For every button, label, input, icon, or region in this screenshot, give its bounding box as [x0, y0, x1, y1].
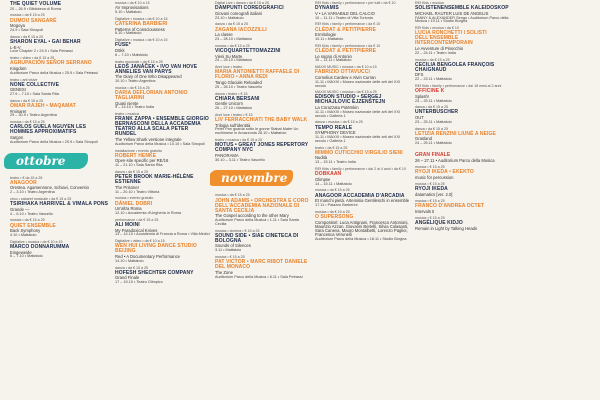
event-title: LETIZIA RENZINI LIUNÉ A NEIGE: [415, 130, 496, 137]
event-category: REf Kids • family • performance • da € 10: [315, 43, 381, 48]
event-date-venue: 23 – 28.10 • Mattatoio: [215, 36, 253, 41]
event-category: musica • da € 15 a 25: [115, 85, 150, 90]
event-title: DYNAMIS: [315, 5, 339, 12]
event-listing: [115, 18, 210, 36]
event-subtitle: Gentle Unicorn: [215, 101, 243, 107]
event-title: EDISON STUDIO • SERGEJ MICHAJLOVIC ĖJZENŠTEJN: [315, 94, 386, 106]
event-category: MAXXI MUSIC • musica • da € 10 a 15: [315, 65, 377, 70]
event-subtitle: Le sogno di Antonio: [315, 53, 352, 59]
event-category: REf Kids • family • performance • dai 18 mesi ai 2 anni: [415, 83, 502, 88]
event-date-venue: 23 – 25.11 • Mattatoio: [415, 98, 452, 103]
event-title: FABRIZIO OTTAVUCCI: [315, 69, 370, 76]
month-label: ottobre: [16, 153, 66, 168]
event-date-venue: 24.9 • Sala Sinopoli: [10, 27, 43, 32]
event-listing: [415, 217, 510, 231]
column-1: [0, 0, 110, 400]
event-title: JOHN ADAMS • ORCHESTRA E CORO DELL'ACCADEMIA NAZIONALE DI SANTA CECILIA: [215, 197, 309, 214]
event-date-venue: 14.10 • Mattatoio: [115, 258, 144, 263]
event-title: TSIRIHAKA HARRIVEL & VIMALA PONS: [10, 201, 109, 208]
event-listing: [315, 168, 410, 186]
event-title: FRANK ZAPPA • ENSEMBLE GIORGIO BERNASCONI DELLA ACCADEMIA TEATRO ALLA SCALA PETER RUNDEL: [115, 116, 209, 138]
event-listing: [215, 114, 310, 136]
event-subtitle: Remain in Light by Talking Heads: [415, 225, 478, 231]
event-listing: [415, 153, 510, 163]
event-category: danza • da € 15 a 25: [215, 22, 249, 27]
event-subtitle: Patterns of Consciousness: [115, 26, 165, 32]
event-date-venue: 6 – 7.10 • Mattatoio: [10, 254, 43, 259]
month-label: novembre: [221, 171, 288, 186]
event-title: MARIA ANTONIETTI RAFFAELE DI FLORIO • ANNA REDI: [215, 69, 300, 81]
event-subtitle: The Zone: [215, 269, 233, 275]
event-date-venue: 10.11 • Mattatoio: [315, 36, 344, 41]
event-subtitle: Grande —: [10, 206, 30, 212]
event-title: DARIA DEFLORIAN ANTONIO TAGLIARINI: [115, 90, 188, 102]
event-subtitle: MICHAEL RAUTER LUIS DE ANGELIS: [415, 10, 489, 16]
event-listing: [415, 59, 510, 82]
event-date-venue: 17 – 19.10 • Teatro Olimpico: [115, 280, 163, 285]
event-subtitle: Nudità: [315, 155, 328, 161]
event-title: UNTERBUSCHER: [415, 109, 459, 116]
event-listing: [10, 177, 110, 195]
event-listing: [215, 230, 310, 253]
event-title: ROBERT HENKE: [115, 152, 157, 159]
event-date-venue: 6 – 7.10 • Mattatoio: [115, 52, 148, 57]
event-listing: [415, 27, 510, 55]
event-listing: [315, 121, 410, 143]
event-date-venue: 9 – 14.10 • Teatro India: [115, 105, 155, 110]
event-title: THE QUIET VOLUME: [10, 1, 62, 7]
event-date-venue: 11.11 • MAXXI • Museo nazionale delle arti del XXI secolo • Galleria 1: [315, 135, 401, 143]
event-subtitle: Eingeweide: [10, 249, 32, 255]
event-listing: [115, 171, 210, 194]
event-listing: [115, 87, 210, 110]
event-listing: [215, 194, 310, 226]
event-title: SHARON EYAL • GAI BEHAR: [10, 38, 81, 45]
event-date-venue: 29 – 30.9 • Teatro Argentina: [10, 113, 57, 118]
event-category: danza • da € 15 a 25: [10, 98, 44, 103]
event-date-venue: 26 – 27.10 • Mattatoio: [215, 106, 253, 111]
event-listing: [115, 240, 210, 263]
event-title: DUMOU SANGARÉ: [10, 17, 57, 24]
event-category: teatro • musica • da € 15 a 25: [215, 138, 263, 143]
event-title: SOLISTENENSEMBLE KALEIDOSKOP: [415, 5, 509, 12]
event-listing: [115, 2, 210, 15]
event-title: CECILIA BENGOLEA FRANÇOIS CHAIGNAUD: [415, 61, 495, 73]
event-category: danza • da € 15 a 25: [415, 126, 449, 131]
event-subtitle: 26 – 27.11 • Auditorium Parco della Musica: [415, 157, 495, 163]
event-category: teatro • € da 15 a 25: [10, 175, 43, 180]
event-title: QUIET ENSEMBLE: [10, 222, 56, 229]
event-listing: [10, 57, 110, 75]
event-date-venue: 22 – 24.11 • Teatro India: [415, 50, 456, 55]
event-title: LIV FERRACCHIATI THE BABY WALK: [215, 117, 308, 124]
event-listing: [415, 106, 510, 124]
event-subtitle: music for percussion: [415, 174, 454, 180]
event-title: ANGÉLIQUE KIDJO: [415, 219, 463, 226]
event-subtitle: Cornelius Cardew e Alvin Curran: [315, 74, 376, 80]
event-listing: [10, 219, 110, 237]
event-date-venue: 23 – 25.11 • Mattatoio: [415, 119, 452, 124]
event-listing: [315, 45, 410, 63]
event-category: musica • da € 15 a 25: [215, 193, 250, 198]
event-listing: [315, 189, 410, 207]
event-subtitle: Quasi niente: [115, 100, 139, 106]
event-category: REf Kids • family • performance • dai 2 ai 4 anni • da € 10: [315, 167, 406, 172]
event-category: musica • € 15 a 25: [415, 215, 445, 220]
event-subtitle: SYMPHONY DEVICE: [315, 130, 356, 136]
event-subtitle: Back Symphony: [10, 228, 41, 234]
event-date-venue: 30.10 – 3.11 • Teatro Vascello: [215, 157, 265, 162]
event-category: REf Kids • family • performance • per tutti • da € 10: [315, 1, 396, 5]
event-listing: [315, 23, 410, 41]
event-title: MIMMO CUTICCHIO VIRGILIO SIENI: [315, 149, 403, 156]
event-listing: [315, 91, 410, 118]
event-category: REf Kids • musica • da € 10: [415, 26, 459, 31]
event-title: VICOQUARTETTOMAZZINI: [215, 47, 281, 54]
event-title: PAT VICTOR • MARC RIBOT DANIELE DEL MONACO: [215, 259, 308, 271]
event-title: ANAGOOR ACCADEMIA D'ARCADIA: [315, 192, 405, 199]
event-listing: [415, 166, 510, 180]
event-title: ALI MOINI: [115, 221, 140, 228]
event-subtitle: Intervals II: [415, 208, 435, 214]
event-title: RYOJI IKEDA • EKEKTO: [415, 169, 474, 176]
event-listing: [115, 39, 210, 57]
event-category: danza • da € 15 a 25: [415, 105, 449, 110]
event-title: CLÉDAT & PETITPIERRE: [315, 47, 377, 54]
event-category: REf Kids • family • performance • da € 10: [315, 22, 381, 27]
event-date-venue: 3.11 • Mattatoio: [215, 248, 242, 253]
event-category: musica • da € 10 a 15: [115, 1, 150, 5]
event-title: O SUPERSONG: [315, 213, 354, 220]
event-date-venue: Auditorium Parco della Musica • 18.11 • Studio Borgna: [315, 236, 407, 241]
event-category: danza • musica • da € 15 a 25: [315, 120, 363, 125]
event-date-venue: 6.10 • Mattatoio: [115, 31, 142, 36]
event-title: FUSE*: [115, 42, 131, 49]
event-subtitle: #minaret: [10, 108, 27, 114]
event-title: PETER BROOK MARIE-HÉLÈNE ESTIENNE: [115, 174, 194, 186]
event-category: circo • cabaret musicale • da € 15 a 25: [10, 197, 72, 202]
event-listing: [10, 198, 110, 216]
event-title: FRANCO D'ANDREA OCTET: [415, 203, 485, 209]
event-title: DOBKAAN: [315, 171, 342, 178]
event-subtitle: Grand Finale: [115, 275, 140, 281]
event-subtitle: Orestea. Agamennone, Schiavi, Conversio: [10, 185, 89, 191]
event-listing: [215, 45, 310, 63]
event-date-venue: 20 – 26.9 • Biblioteca di Roma: [10, 6, 61, 11]
event-subtitle: Splash!: [415, 93, 429, 99]
event-listing: [10, 241, 110, 259]
event-listing: [315, 66, 410, 88]
event-category: musica • da € 15 a 25: [215, 43, 250, 48]
event-title: CLÉDAT & PETITPIERRE: [315, 26, 377, 33]
event-category: danza • da € 15 a 25: [115, 265, 149, 270]
event-subtitle: AV Improvisations: [115, 5, 149, 11]
event-title: CHIARA BERSANI: [215, 95, 260, 102]
event-category: danza • teatro • € 15: [215, 91, 248, 96]
event-subtitle: Giovani coreografi italiani: [215, 10, 263, 16]
event-category: teatro musicale • da € 15 a 25: [115, 59, 163, 64]
event-title: AGRUPACIÓN SEÑOR SERRANO: [10, 60, 92, 67]
event-title: SOUND SIDE • SIAE CINETECA DI BOLOGNA: [215, 232, 299, 244]
event-title: HOFESH SHECHTER COMPANY: [115, 269, 194, 276]
event-subtitle: Red • A Documentary Performance: [115, 253, 181, 259]
event-subtitle: Sounds of Silences: [215, 243, 251, 249]
event-category: musica • da € 15 a 25: [315, 209, 350, 214]
event-category: MAXXI MUSIC • musica • da € 15 a 25: [315, 90, 377, 95]
event-listing: [415, 2, 510, 24]
event-subtitle: Kingdom: [10, 65, 27, 71]
month-header-ottobre: [4, 151, 92, 171]
event-title: OFFICINE K: [415, 88, 445, 95]
event-category: musica • da € 15 a 25: [415, 57, 450, 62]
event-subtitle: La classe: [215, 32, 233, 38]
event-subtitle: L-E-V: [10, 44, 21, 50]
event-listing: [215, 139, 310, 162]
event-category: teatro • video • da € 15 a 25: [10, 56, 55, 61]
event-subtitle: Mogoya: [10, 23, 25, 29]
event-title: CARLOS GUELA NGUYEN LES HOMMES APPROXIMATIFS: [10, 124, 87, 136]
event-category: teatro • musica: [115, 112, 139, 117]
event-category: musica • da € 15 a 25: [315, 188, 350, 193]
event-subtitle: The Yellow Shark versione integrale: [115, 137, 182, 143]
event-date-venue: Love Chapter 2 • 24.9 • Sala Petrassi: [10, 49, 73, 54]
event-subtitle: V • LA VARIABILE DEL CALCIO: [315, 10, 375, 16]
event-category: Digitalive • musica • da € 10 a 15: [115, 16, 168, 21]
event-listing: [115, 267, 210, 285]
event-listing: [10, 121, 110, 144]
event-subtitle: Trilogia sull'identità: [215, 122, 251, 128]
event-title: ZAGANA IACOZZILLI: [215, 26, 267, 33]
event-listing: [415, 200, 510, 214]
event-listing: [115, 219, 210, 237]
event-listing: [115, 113, 210, 146]
event-listing: [215, 2, 310, 20]
event-date-venue: 5.10 • Mattatoio: [115, 9, 142, 14]
event-listing: [315, 147, 410, 165]
event-category: danza • da € 15 a 20: [10, 34, 44, 39]
event-subtitle: Open-site specific per RE/18: [115, 158, 169, 164]
event-subtitle: Grasland: [415, 136, 432, 142]
event-category: installazione • evento gratuito: [115, 148, 162, 153]
event-subtitle: Le Avventure di Pinocchio: [415, 45, 464, 51]
event-subtitle: My Paradoxical Knives: [115, 227, 158, 233]
event-subtitle: DFS: [415, 72, 424, 78]
event-subtitle: Dökk: [115, 47, 125, 53]
event-listing: [10, 100, 110, 118]
event-category: danza • da € 15 a 25: [115, 170, 149, 175]
event-date-venue: 13 – 14.10 • Accademia di Francia a Roma • Villa Medici: [115, 232, 210, 237]
event-subtitle: The Diary of One Who Disappeared: [115, 74, 182, 80]
event-title: MARCO DONNARUMMA: [10, 243, 70, 250]
event-date-venue: 11 – 21.10 • Sala Santa Rita: [115, 163, 163, 168]
event-date-venue: Auditorium Parco della Musica • 25.9 • Sala Petrassi: [10, 70, 98, 75]
event-title: TEMPO REALE: [315, 124, 353, 131]
event-category: Digitalive • video • da € 10 a 15: [115, 239, 165, 244]
event-title: WEN HUI LIVING DANCE STUDIO BEIJING: [115, 243, 197, 255]
event-subtitle: Vieni Su Marte: [215, 53, 243, 59]
event-date-venue: 14 – 15.11 • Mattatoio: [315, 181, 352, 186]
event-subtitle: GENESI: [10, 87, 26, 93]
event-category: musica • cinema • € 15 a 25: [215, 228, 260, 233]
event-title: DAMPUNTI COREOGRAFICI: [215, 5, 284, 12]
event-category: REf Kids • musica: [415, 1, 444, 5]
event-category: musica • da € 15 a 25: [10, 218, 45, 223]
event-subtitle: Saïgon: [10, 135, 24, 141]
event-date-venue: 27.9 – 7.10 • Sala Santa Rita: [10, 92, 59, 97]
column-4: [310, 0, 410, 400]
event-subtitle: Un'altra Roma: [115, 206, 142, 212]
event-title: MOTUS • GREAT JONES REPERTORY COMPANY NYC: [215, 142, 309, 154]
event-title: OMAR RAJEH • MAQAMAT: [10, 103, 76, 110]
event-date-venue: 24 – 25.10 • Mattatoio: [215, 58, 253, 63]
event-category: Digitalive • musica • da € 10 a 15: [115, 38, 168, 43]
column-5: [410, 0, 510, 400]
event-category: musica • € 15 a 25: [415, 198, 445, 203]
event-date-venue: Auditorium Parco della Musica • 6.11 • Sala Petrassi: [215, 274, 303, 279]
event-listing: [215, 93, 310, 111]
event-date-venue: 11.11 • MAXXI • Museo nazionale delle arti del XXI secolo • Galleria 1: [315, 109, 401, 118]
event-date-venue: 11 – 20.10 • Teatro Vittoria: [115, 189, 160, 194]
event-listing: [215, 23, 310, 41]
event-subtitle: Tango Glaciale Reloaded: [215, 79, 262, 85]
event-date-venue: 25 – 28.10 • Teatro Vascello: [215, 84, 262, 89]
event-category: performance • da € 15 a 25: [115, 217, 159, 222]
event-title: NONE COLLECTIVE: [10, 81, 60, 88]
event-date-venue: Peter Pan guarda sotto le gonne Stabat Mater Un eschimese in Amazzonia 28.10 • Mattatoio: [215, 127, 299, 136]
event-category: musica • € 15 a 25: [215, 254, 245, 259]
event-subtitle: Ermitologie: [315, 32, 336, 38]
event-date-venue: 12.10 • Accademia d'Ungheria in Roma: [115, 210, 182, 215]
event-listing: [215, 66, 310, 89]
month-header-novembre: [210, 168, 297, 188]
event-date-venue: Auditorium Parco della Musica • 10.10 • Sala Sinopoli: [115, 141, 205, 146]
event-listing: [10, 36, 110, 54]
event-category: Anni luce • teatro: [215, 65, 243, 70]
event-listing: [415, 128, 510, 146]
event-date-venue: Auditorium Parco della Musica • 29.9 • Sala Sinopoli: [10, 139, 98, 144]
column-3: [210, 0, 310, 400]
event-listing: [10, 2, 110, 11]
event-date-venue: 22 – 23.11 • Mattatoio: [415, 77, 452, 82]
event-listing: [115, 61, 210, 84]
event-listing: [315, 211, 410, 242]
event-title: LEOŠ JANÁČEK • IVO VAN HOVE ANNELIES VAN PARYS: [115, 63, 198, 75]
event-date-venue: 11.11 • MAXXI • Museo nazionale delle arti del XXI secolo: [315, 79, 401, 88]
event-subtitle: OUT: [415, 115, 424, 121]
event-listing: [115, 197, 210, 215]
event-date-venue: 23.10 • Mattatoio: [215, 15, 244, 20]
event-listing: [10, 14, 110, 32]
event-date-venue: 13 – 15.11 • Teatro India: [315, 160, 356, 165]
event-category: Anni luce • teatro • € 15: [215, 112, 253, 117]
event-category: Digitalive • musica • da € 10 a 15: [10, 239, 63, 244]
event-listing: [215, 256, 310, 279]
event-subtitle: Compositori: Luca Antignani, Francesco Antonioni, Maurizio Azzan, Giovanni Bertelli, Silvia Colasanti, Sara Caneva, Mauro Montalbetti, Lorenzo Pagliei, Francesca Verunelli: [315, 219, 409, 238]
event-category: teatro • arti visive: [10, 77, 38, 82]
event-category: musica • € 15 a 25: [415, 164, 445, 169]
event-date-venue: 24 – 25.11 • Mattatoio: [415, 141, 452, 146]
event-title: ANAGOOR: [10, 179, 37, 186]
event-listing: [315, 2, 410, 20]
event-date-venue: 2 – 3.10 • Teatro Argentina: [10, 190, 55, 195]
event-category: teatro • da € 15 a 25: [315, 145, 348, 150]
event-date-venue: 17.11 • Palazzo Barberini: [315, 202, 358, 207]
event-category: musica • da € 15 a 25: [10, 13, 45, 18]
event-title: RYOJI IKEDA: [415, 186, 448, 193]
event-subtitle: Et manchi pietà. Artemisia Gentileschi in ensemble: [315, 198, 410, 204]
event-title: GRAN FINALE: [415, 152, 451, 159]
event-listing: [10, 79, 110, 97]
event-listing: [415, 183, 510, 197]
event-subtitle: Glimpse: [315, 176, 331, 182]
event-subtitle: PANORAMA: [215, 152, 239, 158]
event-category: musica • € 15 a 25: [415, 181, 445, 186]
event-date-venue: 10 – 11.11 • Mattatoio: [315, 58, 352, 63]
event-category: musica • da € 15 a 25: [10, 120, 45, 125]
event-category: musica • evento gratuito: [115, 196, 154, 201]
event-title: LUCIA RONCHETTI I SOLISTI DELL'ENSEMBLE INTERCONTEMPORAIN: [415, 30, 487, 47]
event-category: Digital Live • danza • da € 15 a 25: [215, 1, 269, 5]
event-date-venue: Auditorium Parco della Musica • 1.11 • Sala Santa Cecilia: [215, 218, 299, 226]
event-date-venue: 4 – 6.10 • Teatro Vascello: [10, 211, 53, 216]
event-date-venue: FANNY & ALEXANDER Sengo • Auditorium Parco della Musica • 19.11 • Studio Borgna: [415, 15, 509, 24]
event-subtitle: La Corazzata Potëmkin: [315, 105, 359, 111]
event-subtitle: datamatics [ver. 2.0]: [415, 191, 453, 197]
event-title: DÁNIEL DOBRI: [115, 200, 153, 207]
event-title: CATERINA BARBIERI: [115, 20, 168, 27]
event-date-venue: 10 – 11.11 • Teatro di Villa Torlonia: [315, 15, 373, 20]
event-date-venue: 10.10 • Teatro Argentina: [115, 79, 156, 84]
event-subtitle: The Prisoner: [115, 184, 139, 190]
column-2: [110, 0, 210, 400]
event-subtitle: The Gospel according to the other Mary: [215, 213, 289, 219]
event-date-venue: 4.10 • Mattatoio: [10, 232, 37, 237]
event-listing: [115, 150, 210, 168]
event-listing: [415, 85, 510, 103]
